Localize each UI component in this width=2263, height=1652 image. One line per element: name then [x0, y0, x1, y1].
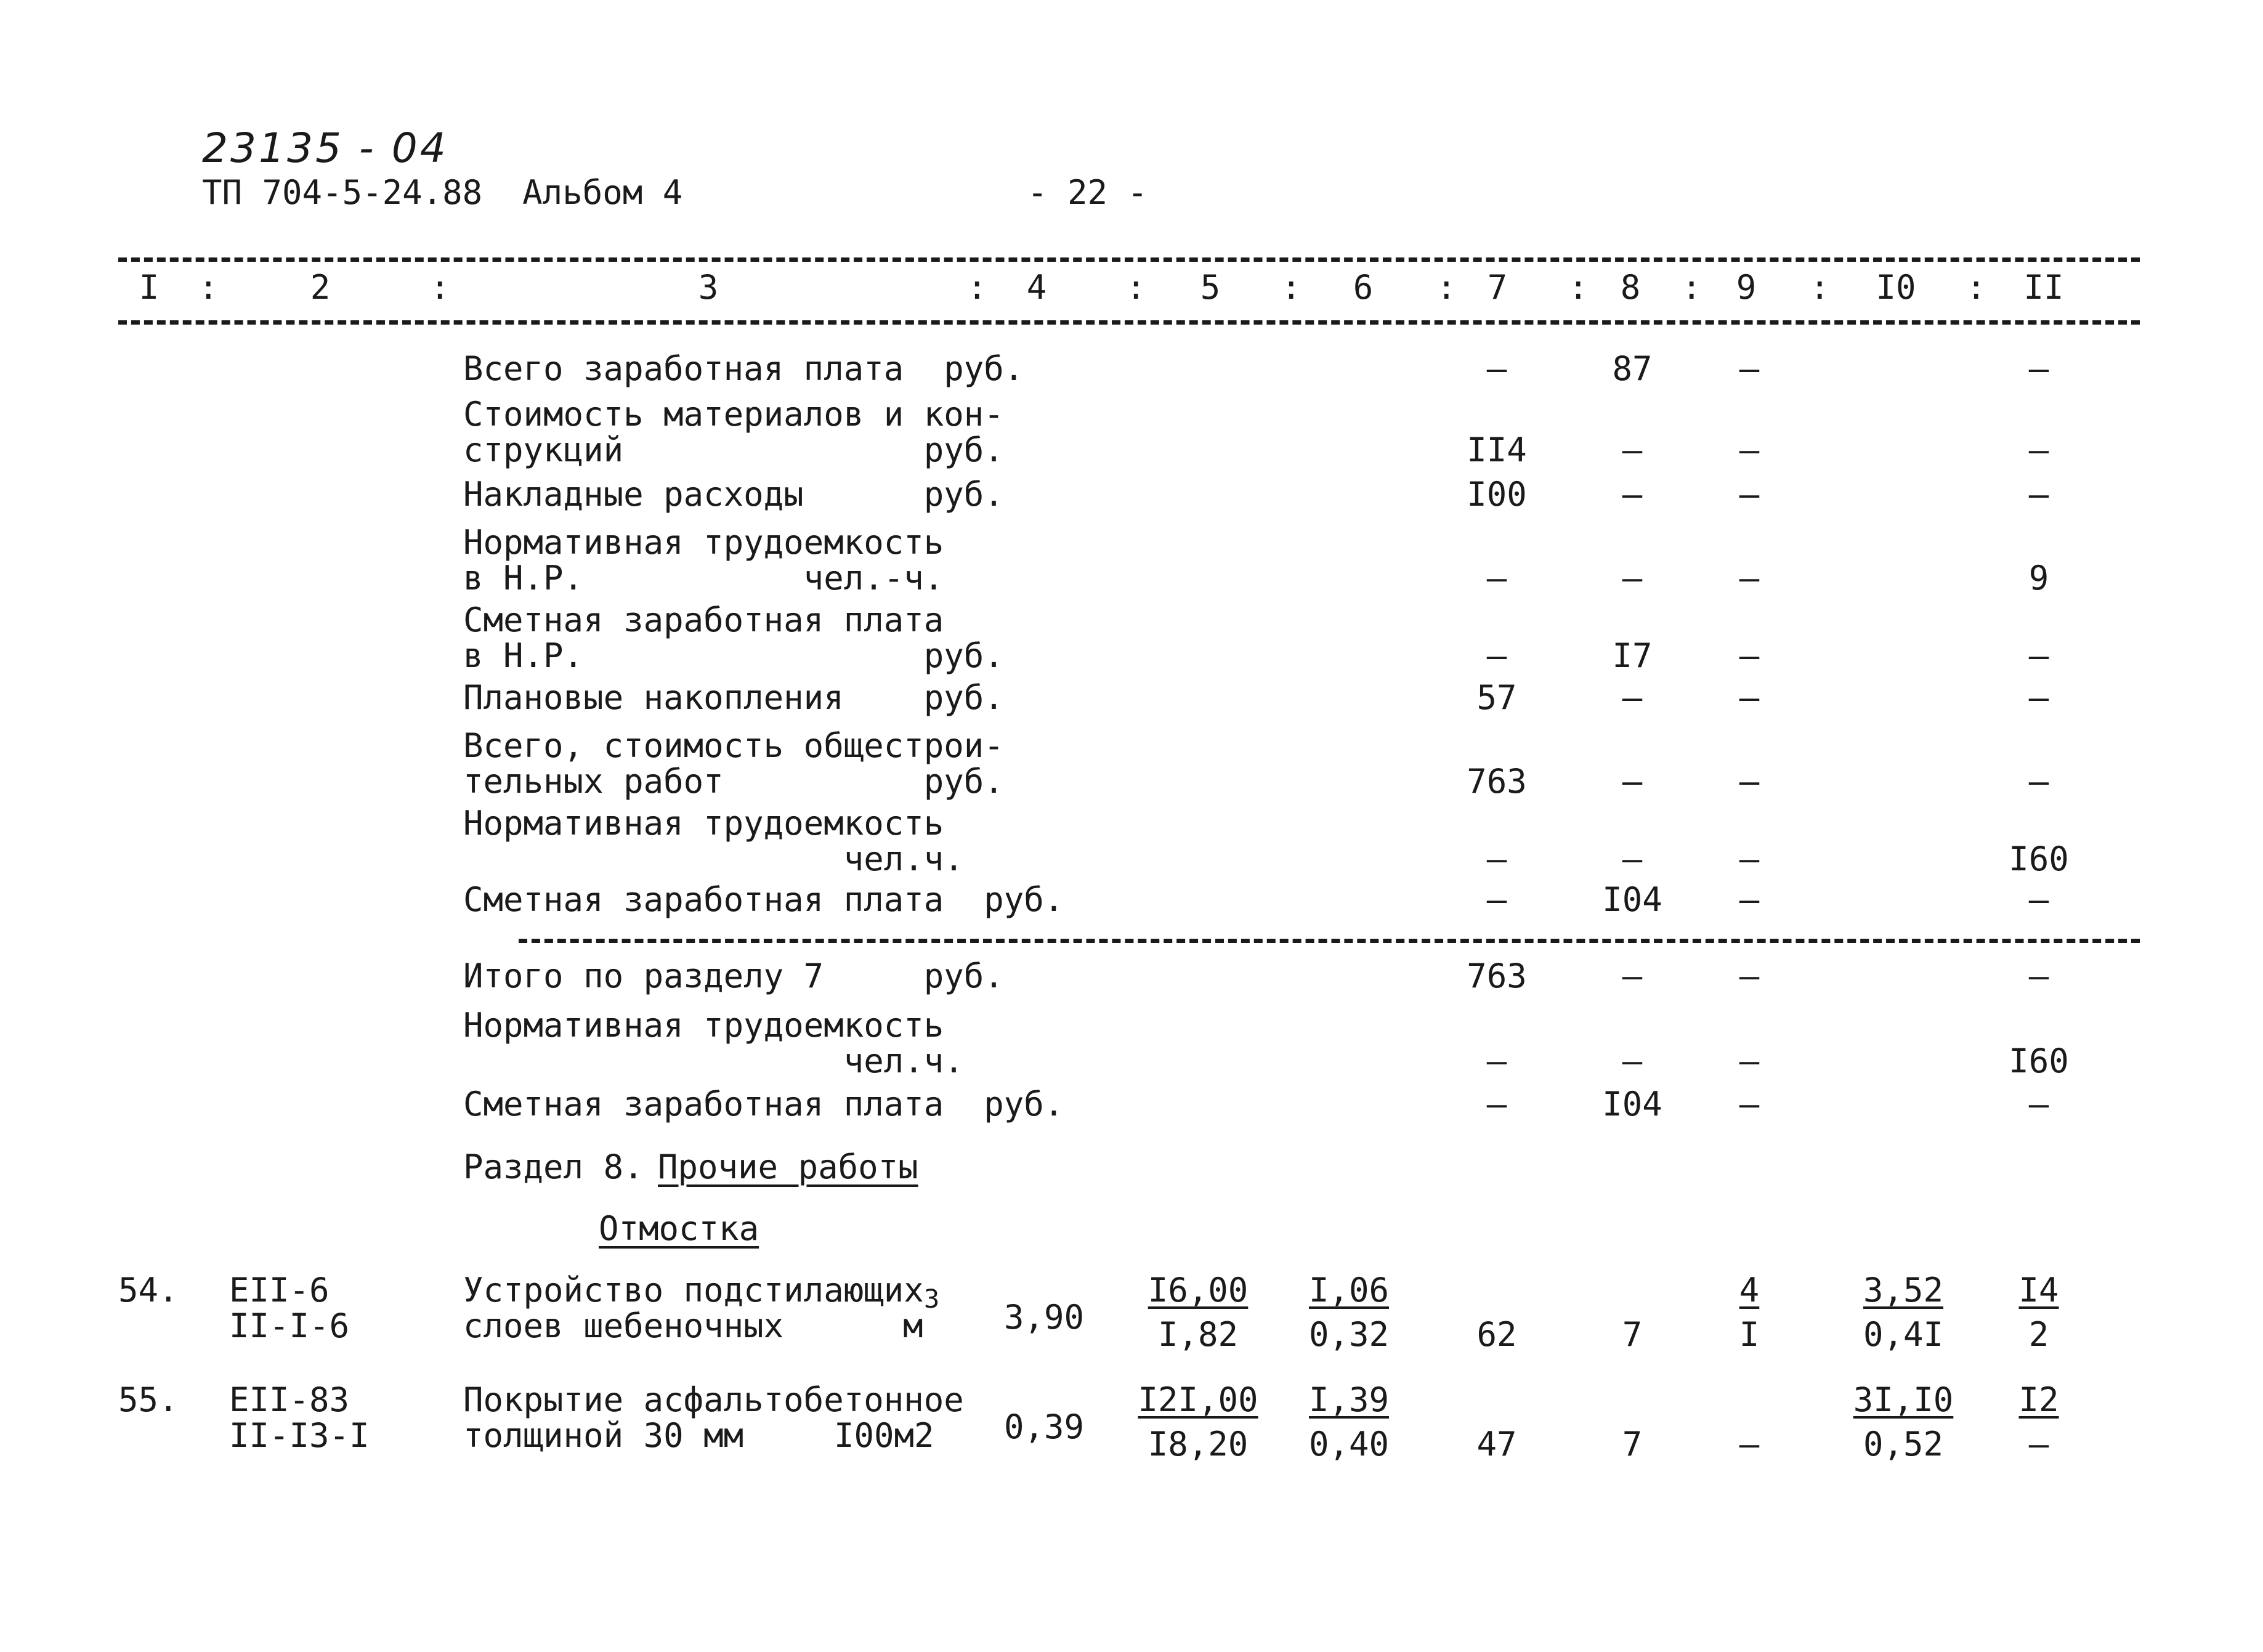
- cell-col5-bottom: I,82: [1157, 1315, 1239, 1354]
- col-head-3: 3: [698, 268, 719, 307]
- col-head-11: II: [2023, 268, 2064, 307]
- cell-col5-top: I2I,00: [1138, 1380, 1258, 1419]
- cell-col5-top: I6,00: [1148, 1271, 1249, 1310]
- cell-col9: –: [1739, 431, 1760, 469]
- item-code-2: II-I-6: [229, 1306, 350, 1345]
- row-label-line1: Накладные расходы руб.: [463, 475, 1004, 514]
- header-bottom-rule: [118, 320, 2140, 325]
- cell-col7: –: [1486, 1085, 1507, 1124]
- cell-col11: –: [2028, 1085, 2049, 1124]
- col-head-4: 4: [1026, 268, 1047, 307]
- cell-col11: –: [2028, 678, 2049, 717]
- cell-col11-bottom: –: [2028, 1425, 2049, 1464]
- item-unit: м: [903, 1306, 923, 1345]
- cell-col8: –: [1622, 475, 1643, 514]
- cell-col11: I60: [2009, 840, 2069, 878]
- page-number: - 22 -: [1027, 173, 1148, 212]
- cell-col9: –: [1739, 1425, 1760, 1464]
- cell-col8: 87: [1612, 349, 1653, 388]
- cell-col11: –: [2028, 880, 2049, 919]
- cell-col7: –: [1486, 559, 1507, 597]
- row-label-line1: Стоимость материалов и кон-: [463, 395, 1004, 434]
- cell-col9: –: [1739, 1085, 1760, 1124]
- col-head-10: I0: [1876, 268, 1916, 307]
- cell-col7: 57: [1476, 678, 1517, 717]
- cell-col5-bottom: I8,20: [1148, 1425, 1249, 1464]
- cell-col10-top: 3,52: [1863, 1271, 1944, 1310]
- cell-col7: I00: [1467, 475, 1527, 514]
- col-sep: :: [430, 268, 450, 307]
- cell-col6-bottom: 0,40: [1308, 1425, 1390, 1464]
- row-label-line1: Нормативная трудоемкость: [463, 523, 944, 562]
- col-head-8: 8: [1620, 268, 1641, 307]
- cell-col8: –: [1622, 840, 1643, 878]
- cell-col11-top: I4: [2018, 1271, 2059, 1310]
- item-desc-1: Устройство подстилающих: [463, 1271, 924, 1310]
- cell-col7: 62: [1476, 1315, 1517, 1354]
- cell-col9: –: [1739, 475, 1760, 514]
- cell-col11: –: [2028, 957, 2049, 995]
- col-head-6: 6: [1353, 268, 1374, 307]
- row-label-line2: в Н.Р. руб.: [463, 636, 1004, 675]
- item-desc-1: Покрытие асфальтобетонное: [463, 1380, 964, 1419]
- cell-col10-bottom: 0,4I: [1863, 1315, 1944, 1354]
- col-sep: :: [1682, 268, 1702, 307]
- cell-col8: 7: [1622, 1315, 1643, 1354]
- cell-col9: –: [1739, 880, 1760, 919]
- cell-col11-top: I2: [2018, 1380, 2059, 1419]
- section-title: Прочие работы: [658, 1148, 918, 1186]
- cell-col9: –: [1739, 840, 1760, 878]
- item-quantity: 3,90: [1004, 1298, 1085, 1337]
- row-label-line2: в Н.Р. чел.-ч.: [463, 559, 944, 597]
- col-head-2: 2: [310, 268, 331, 307]
- cell-col8: –: [1622, 1042, 1643, 1080]
- cell-col8: I04: [1602, 1085, 1662, 1124]
- cell-col7: –: [1486, 636, 1507, 675]
- col-sep: :: [1810, 268, 1830, 307]
- cell-col9-bottom: I: [1739, 1315, 1760, 1354]
- item-unit: I00м2: [834, 1416, 934, 1455]
- cell-col7: –: [1486, 349, 1507, 388]
- cell-col11: –: [2028, 762, 2049, 801]
- cell-col9: –: [1739, 349, 1760, 388]
- cell-col11: –: [2028, 431, 2049, 469]
- col-sep: :: [967, 268, 987, 307]
- cell-col10-top: 3I,I0: [1853, 1380, 1954, 1419]
- item-code-2: II-I3-I: [229, 1416, 370, 1455]
- row-label-line2: тельных работ руб.: [463, 762, 1004, 801]
- cell-col6-top: I,06: [1308, 1271, 1390, 1310]
- cell-col11: –: [2028, 475, 2049, 514]
- section-prefix: Раздел 8.: [463, 1148, 644, 1186]
- row-label-line1: Плановые накопления руб.: [463, 678, 1004, 717]
- series-title: ТП 704-5-24.88 Альбом 4: [202, 173, 683, 212]
- cell-col11: –: [2028, 349, 2049, 388]
- cell-col10-bottom: 0,52: [1863, 1425, 1944, 1464]
- row-label-line1: Сметная заработная плата: [463, 601, 944, 639]
- col-sep: :: [1436, 268, 1457, 307]
- col-head-5: 5: [1200, 268, 1221, 307]
- cell-col11: 9: [2028, 559, 2049, 597]
- row-label-line1: Нормативная трудоемкость: [463, 804, 944, 843]
- handwritten-doc-number: 23135 - 04: [202, 124, 448, 172]
- header-top-rule: [118, 257, 2140, 262]
- cell-col8: –: [1622, 678, 1643, 717]
- cell-col8: –: [1622, 957, 1643, 995]
- col-head-7: 7: [1487, 268, 1508, 307]
- section-total-rule: [519, 939, 2140, 943]
- cell-col6-bottom: 0,32: [1308, 1315, 1390, 1354]
- cell-col9: –: [1739, 762, 1760, 801]
- cell-col7: 47: [1476, 1425, 1517, 1464]
- item-desc-2: толщиной 30 мм: [463, 1416, 744, 1455]
- col-sep: :: [1966, 268, 1986, 307]
- cell-col9: –: [1739, 1042, 1760, 1080]
- col-head-1: I: [139, 268, 160, 307]
- cell-col9: –: [1739, 636, 1760, 675]
- cell-col7: 763: [1467, 762, 1527, 801]
- cell-col8: –: [1622, 762, 1643, 801]
- row-label-line1: Всего заработная плата руб.: [463, 349, 1024, 388]
- item-desc-2: слоев шебеночных: [463, 1306, 784, 1345]
- cell-col8: 7: [1622, 1425, 1643, 1464]
- item-number: 55.: [118, 1380, 179, 1419]
- col-head-9: 9: [1736, 268, 1757, 307]
- row-label-line1: Сметная заработная плата руб.: [463, 880, 1064, 919]
- cell-col7: –: [1486, 1042, 1507, 1080]
- cell-col9: –: [1739, 957, 1760, 995]
- col-sep: :: [1568, 268, 1589, 307]
- col-sep: :: [1126, 268, 1146, 307]
- cell-col9: –: [1739, 678, 1760, 717]
- item-unit-superscript: 3: [924, 1284, 940, 1314]
- cell-col8: I7: [1612, 636, 1653, 675]
- cell-col8: –: [1622, 559, 1643, 597]
- cell-col9: –: [1739, 559, 1760, 597]
- section-subtitle: Отмостка: [599, 1209, 759, 1248]
- cell-col8: –: [1622, 431, 1643, 469]
- item-number: 54.: [118, 1271, 179, 1310]
- cell-col8: I04: [1602, 880, 1662, 919]
- row-label-line1: Всего, стоимость общестрои-: [463, 726, 1004, 765]
- cell-col7: II4: [1467, 431, 1527, 469]
- cell-col7: –: [1486, 840, 1507, 878]
- row-label-line1: Нормативная трудоемкость: [463, 1006, 944, 1045]
- row-label-line1: Сметная заработная плата руб.: [463, 1085, 1064, 1124]
- cell-col11: –: [2028, 636, 2049, 675]
- cell-col11-bottom: 2: [2028, 1315, 2049, 1354]
- row-label-line1: Итого по разделу 7 руб.: [463, 957, 1004, 995]
- row-label-line2: струкций руб.: [463, 431, 1004, 469]
- cell-col11: I60: [2009, 1042, 2069, 1080]
- item-quantity: 0,39: [1004, 1407, 1085, 1446]
- row-label-line2: чел.ч.: [463, 840, 964, 878]
- cell-col6-top: I,39: [1308, 1380, 1390, 1419]
- col-sep: :: [1281, 268, 1302, 307]
- cell-col7: 763: [1467, 957, 1527, 995]
- item-code-1: ЕII-6: [229, 1271, 330, 1310]
- item-code-1: ЕII-83: [229, 1380, 350, 1419]
- cell-col7: –: [1486, 880, 1507, 919]
- row-label-line2: чел.ч.: [463, 1042, 964, 1080]
- col-sep: :: [198, 268, 219, 307]
- cell-col9-top: 4: [1739, 1271, 1760, 1310]
